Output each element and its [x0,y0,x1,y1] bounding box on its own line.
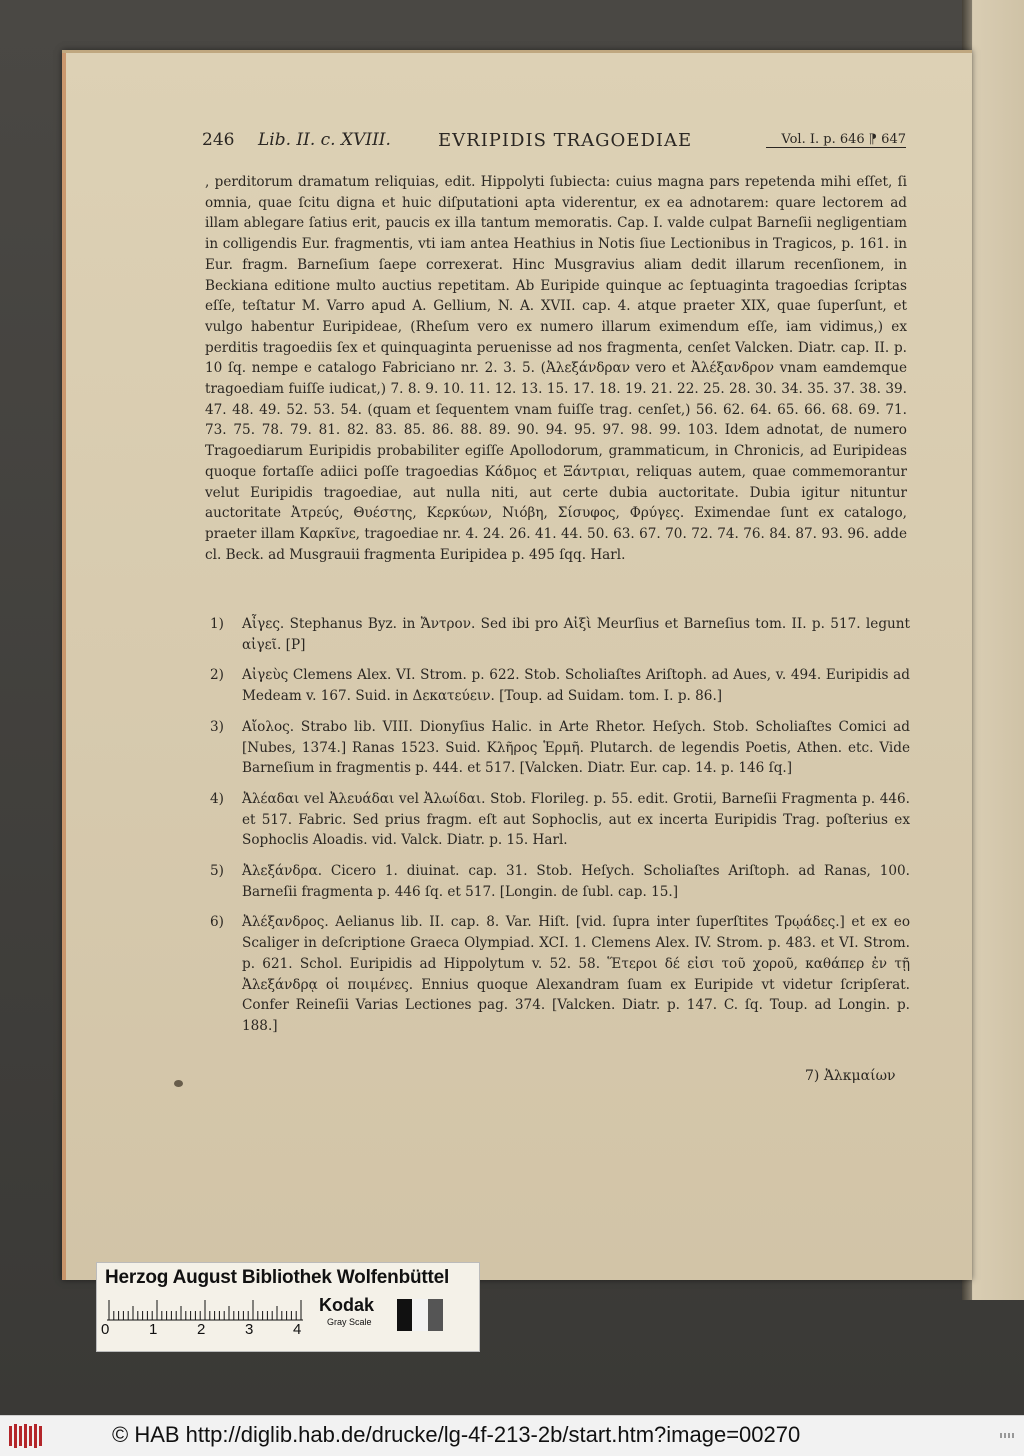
gray-patch-black [397,1299,412,1331]
note-5 [210,861,910,902]
note-number: 2) [210,667,224,684]
ruler-number: 4 [293,1321,302,1338]
ruler-number: 1 [149,1321,158,1338]
ruler-number: 0 [101,1321,110,1338]
catchword: 7) Ἀλκμαίων [805,1068,896,1084]
ruler-scale [107,1299,303,1321]
note-text: Αἴολος. Strabo lib. VIII. Dionyſius Halic. in Arte Rhetor. Heſych. Stob. Scholiaſtes Comici ad [Nubes, 1374.] Ranas 1523. Suid. Κλῆρος Ἑρμῆ. Plutarch. de legendis Poetis, Athen. etc. Vide Barneſium in fragmentis p. 444. et 517. [Valcken. Diatr. Eur. cap. 14. p. 146 ſq.] [242,718,910,777]
hab-logo-icon [8,1422,48,1450]
note-1 [210,614,910,655]
ink-stain [174,1080,183,1087]
page-edge-top [62,50,972,53]
viewer-footer [0,1415,1024,1456]
note-3 [210,717,910,779]
ruler-number: 3 [245,1321,254,1338]
note-text: Ἀλέαδαι vel Ἀλευάδαι vel Ἀλωίδαι. Stob. Florileg. p. 55. edit. Grotii, Barneſii Fragmenta p. 446. et 517. Fabric. Sed prius fragm. eſt aut Sophoclis, aut ex incerta Euripidis Trag. poſterius ex Sophoclis Aloadis. vid. Valck. Diatr. p. 15. Harl. [242,790,910,849]
running-head [202,130,908,156]
note-6 [210,912,910,1036]
note-2 [210,665,910,706]
note-number: 1) [210,616,224,632]
running-title: EVRIPIDIS TRAGOEDIAE [438,130,693,151]
kodak-brand: Kodak [319,1295,375,1315]
gray-patch-white [412,1299,427,1331]
note-4 [210,789,910,851]
note-text: Αἰγεὺς Clemens Alex. VI. Strom. p. 622. Stob. Scholiaſtes Ariſtoph. ad Aues, v. 494. Euripidis ad Medeam v. 167. Suid. in Δεκατεύειν. [Toup. ad Suidam. tom. I. p. 86.] [242,667,910,705]
kodak-gray-scale-label: Gray Scale [327,1317,372,1327]
volume-reference-rule [766,147,906,148]
library-name: Herzog August Bibliothek Wolfenbüttel [105,1267,450,1288]
page-edge-left [62,50,66,1280]
volume-reference: Vol. I. p. 646 ⁋ 647 [781,132,906,147]
footer-dots-icon [1000,1433,1014,1438]
note-text: Αἶγες. Stephanus Byz. in Ἄντρον. Sed ibi pro Αἰξὶ Meurſius et Barneſius tom. II. p. 517. legunt αἰγεῖ. [P] [242,616,910,653]
copyright-url: © HAB http://diglib.hab.de/drucke/lg-4f-213-2b/start.htm?image=00270 [112,1422,801,1447]
note-text: Ἀλεξάνδρα. Cicero 1. diuinat. cap. 31. Stob. Heſych. Scholiaſtes Ariſtoph. ad Ranas, 100. Barneſii fragmenta p. 446 ſq. et 517. [Longin. de ſubl. cap. 15.] [242,863,910,900]
gray-patch-dark [428,1299,443,1331]
book-chapter-ref: Lib. II. c. XVIII. [258,130,391,150]
note-number: 5) [210,863,224,880]
note-number: 3) [210,718,224,735]
note-number: 4) [210,790,224,807]
note-text: Ἀλέξανδρος. Aelianus lib. II. cap. 8. Var. Hiſt. [vid. ſupra inter ſuperſtites Τρῳάδες.] et ex eo Scaliger in deſcriptione Graeca Olympiad. XCI. 1. Clemens Alex. IV. Strom. p. 483. et VI. Strom. p. 621. Schol. Euripidis ad Hippolytum v. 52. 58. Ἕτεροι δέ εἰσι τοῦ χοροῦ, καθάπερ ἐν τῇ Ἀλεξάνδρᾳ οἱ ποιμένες. Ennius quoque Alexandram ſuam ex Euripide vt videtur ſcripſerat. Confer Reineſii Varias Lectiones pag. 374. [Valcken. Diatr. p. 147. C. ſq. Toup. ad Longin. p. 188.] [242,914,910,1034]
note-number: 6) [210,914,224,931]
color-target-card [96,1262,480,1352]
page-number: 246 [202,130,235,150]
intro-paragraph [205,172,907,565]
intro-text: , perditorum dramatum reliquias, edit. Hippolyti ſubiecta: cuius magna pars repetenda mihi eſſet, ſi omnia, quae ſcitu digna et huic diſputationi apta viderentur, ex ea adnotarem: quare lectorem ad illam ablegare ſatius erit, paucis ex illa tantum memoratis. Cap. I. valde culpat Barneſii negligentiam in colligendis Eur. fragmentis, vti iam antea Heathius in Notis ſiue Lectionibus in Tragicos, p. 161. in Eur. fragm. Barneſium ſaepe correxerat. Hinc Musgravius aliam dedit illarum recenſionem, in Beckiana editione multo auctius repetitam. Ab Euripide quinque ac ſeptuaginta tragoedias ſcriptas eſſe, teſtatur M. Varro apud A. Gellium, N. A. XVII. cap. 4. atque praeter XIX, quae ſuperſunt, et vulgo habentur Euripideae, (Rheſum vero ex numero illarum eximendum eſſe, iam vidimus,) ex perditis tragoediis ſex et quinquaginta peruenisse ad nos fragmenta, cenſet Valcken. Diatr. cap. II. p. 10 ſq. nempe e catalogo Fabriciano nr. 2. 3. 5. (Ἀλεξάνδραν vero et Ἀλέξανδρον vnam eamdemque tragoediam fuiſſe iudicat,) 7. 8. 9. 10. 11. 12. 13. 15. 17. 18. 19. 21. 22. 25. 28. 30. 34. 35. 37. 38. 39. 47. 48. 49. 52. 53. 54. (quam et ſequentem vnam fuiſſe trag. cenſet,) 56. 62. 64. 65. 66. 68. 69. 71. 73. 75. 78. 79. 81. 82. 83. 85. 86. 88. 89. 90. 94. 95. 97. 98. 99. 103. Idem adnotat, de numero Tragoediarum Euripidis probabiliter egiſſe Apollodorum, grammaticum, in Chronicis, ad Euripideas quoque fortaſſe adiici poſſe tragoedias Κάδμος et Ξάντριαι, reliquas autem, quae commemorantur velut Euripidis tragoediae, aut nulla niti, aut certe dubia auctoritate. Dubia igitur nituntur auctoritate Ἀτρεύς, Θυέστης, Κερκύων, Νιόβη, Σίσυφος, Φρύγες. Eximendae ſunt ex catalogo, praeter illam Καρκῖνε, tragoediae nr. 4. 24. 26. 41. 44. 50. 63. 67. 70. 72. 74. 76. 84. 87. 93. 96. adde cl. Beck. ad Musgrauii fragmenta Euripidea p. 495 ſqq. Harl. [205,174,907,563]
footnotes [210,614,910,1047]
ruler-number: 2 [197,1321,206,1338]
gray-scale-patches [397,1299,443,1331]
